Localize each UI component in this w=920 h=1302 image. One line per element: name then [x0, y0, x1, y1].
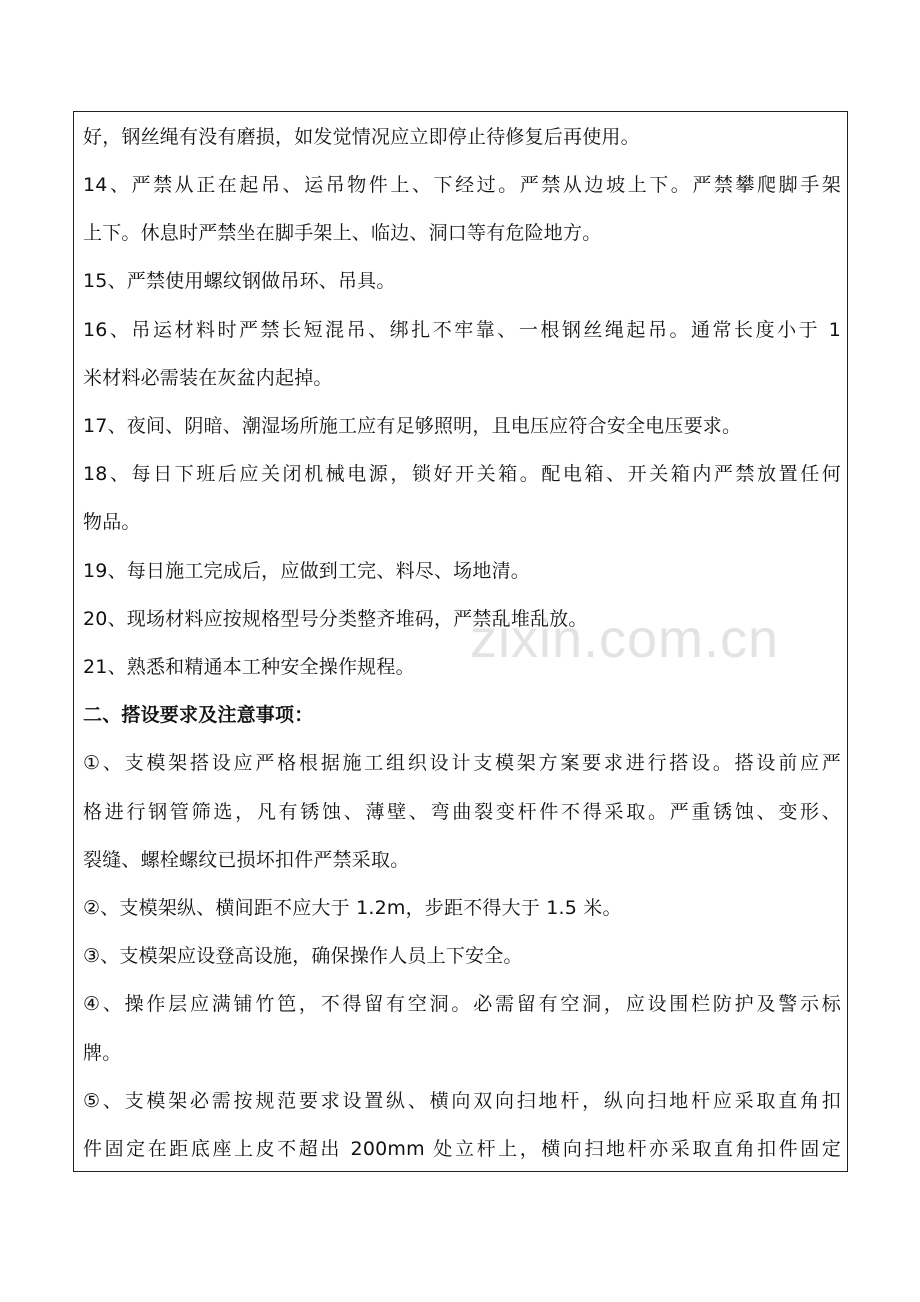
text-line: 18、每日下班后应关闭机械电源，锁好开关箱。配电箱、开关箱内严禁放置任何: [83, 463, 841, 485]
text-line: 牌。: [83, 1042, 122, 1064]
text-line: 物品。: [83, 511, 141, 533]
text-line: 14、严禁从正在起吊、运吊物件上、下经过。严禁从边坡上下。严禁攀爬脚手架: [83, 174, 841, 196]
text-line: 好，钢丝绳有没有磨损，如发觉情况应立即停止待修复后再使用。: [83, 126, 640, 148]
text-line: 米材料必需装在灰盆内起掉。: [83, 367, 333, 389]
text-line: 格进行钢管筛选，凡有锈蚀、薄壁、弯曲裂变杆件不得采取。严重锈蚀、变形、: [83, 801, 841, 823]
text-line: 上下。休息时严禁坐在脚手架上、临边、洞口等有危险地方。: [83, 222, 602, 244]
text-line: 裂缝、螺栓螺纹已损坏扣件严禁采取。: [83, 849, 410, 871]
document-content-box: [73, 111, 848, 1172]
watermark-text: zixin.com.cn: [470, 609, 780, 669]
text-line: ③、支模架应设登高设施，确保操作人员上下安全。: [83, 945, 523, 967]
section-heading: 二、搭设要求及注意事项：: [83, 704, 314, 726]
text-line: ①、支模架搭设应严格根据施工组织设计支模架方案要求进行搭设。搭设前应严: [83, 752, 841, 774]
text-line: 16、吊运材料时严禁长短混吊、绑扎不牢靠、一根钢丝绳起吊。通常长度小于 1: [83, 319, 841, 341]
text-line: 件固定在距底座上皮不超出 200mm 处立杆上，横向扫地杆亦采取直角扣件固定: [83, 1138, 841, 1160]
text-line: 20、现场材料应按规格型号分类整齐堆码，严禁乱堆乱放。: [83, 608, 588, 630]
text-line: ⑤、支模架必需按规范要求设置纵、横向双向扫地杆，纵向扫地杆应采取直角扣: [83, 1090, 841, 1112]
text-line: 19、每日施工完成后，应做到工完、料尽、场地清。: [83, 560, 530, 582]
text-line: 17、夜间、阴暗、潮湿场所施工应有足够照明，且电压应符合安全电压要求。: [83, 415, 742, 437]
text-line: ④、操作层应满铺竹笆，不得留有空洞。必需留有空洞，应设围栏防护及警示标: [83, 993, 841, 1015]
text-line: 21、熟悉和精通本工种安全操作规程。: [83, 656, 415, 678]
text-line: 15、严禁使用螺纹钢做吊环、吊具。: [83, 270, 396, 292]
text-line: ②、支模架纵、横间距不应大于 1.2m，步距不得大于 1.5 米。: [83, 897, 622, 919]
